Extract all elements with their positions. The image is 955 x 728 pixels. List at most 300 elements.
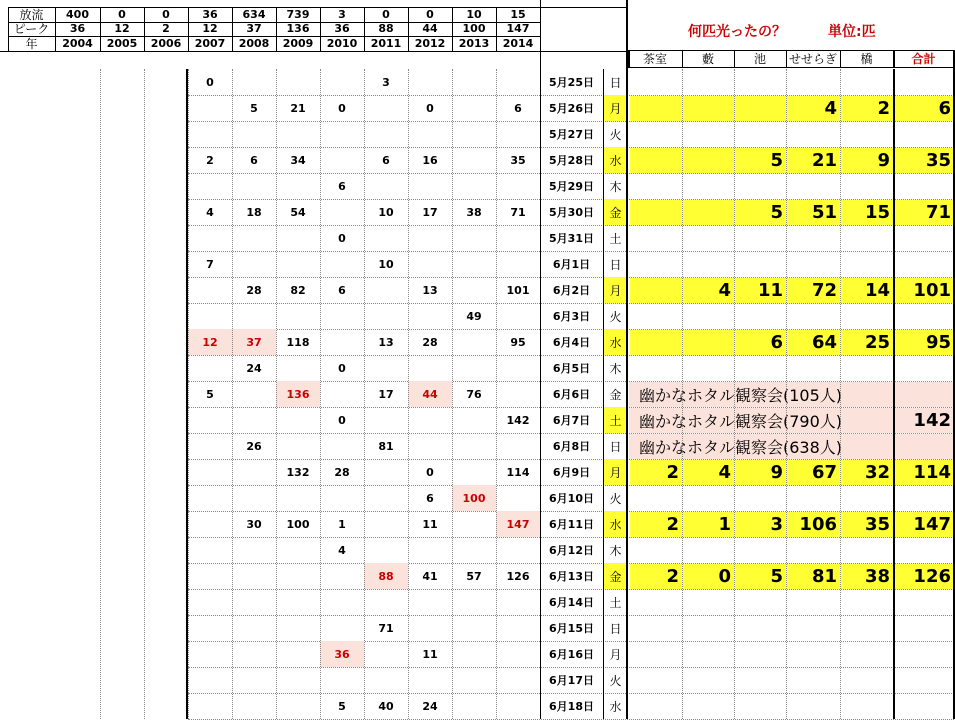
location-count-cell: 2 (630, 460, 682, 485)
date-cell: 6月13日 (549, 570, 594, 583)
year-value-cell (452, 511, 496, 537)
peak-row-value: 12 (114, 22, 130, 36)
date-cell: 6月15日 (549, 622, 594, 635)
location-count-cell (683, 304, 734, 329)
year-value-cell (188, 95, 232, 121)
year-value-cell (452, 667, 496, 693)
year-value-cell (144, 147, 188, 173)
year-value-cell (188, 355, 232, 381)
observation-event-note: 幽かなホタル観察会(638人) (629, 434, 893, 459)
weekday-cell: 日 (609, 621, 622, 636)
header-col-rule (100, 7, 101, 51)
year-value-cell (364, 173, 408, 199)
year-value-cell: 28 (246, 283, 262, 297)
year-value-cell (232, 615, 276, 641)
total-count-cell (894, 486, 954, 511)
location-count-cell (787, 668, 840, 693)
year-value-cell (276, 641, 320, 667)
location-count-cell: 0 (683, 564, 734, 589)
year-value-cell: 100 (452, 485, 496, 511)
year-value-cell (144, 641, 188, 667)
location-count-cell (735, 486, 786, 511)
year-value-cell: 13 (422, 283, 438, 297)
year-value-cell (55, 225, 100, 251)
year-value-cell (55, 511, 100, 537)
total-count-cell: 95 (894, 330, 954, 355)
year-value-cell (496, 121, 540, 147)
year-value-cell (452, 355, 496, 381)
total-count-cell: 35 (894, 148, 954, 173)
year-value-cell (496, 537, 540, 563)
weekday-cell: 火 (609, 673, 622, 688)
year-value-cell: 6 (426, 491, 434, 505)
weekday-cell: 金 (603, 563, 628, 589)
year-value-cell: 7 (206, 257, 214, 271)
year-value-cell (100, 303, 144, 329)
year-value-cell: 6 (338, 283, 346, 297)
total-count-cell (894, 174, 954, 199)
year-value-cell (408, 537, 452, 563)
year-value-cell (100, 95, 144, 121)
header-rule (8, 36, 540, 37)
year-value-cell (100, 407, 144, 433)
year-value-cell (452, 329, 496, 355)
year-value-cell: 28 (422, 335, 438, 349)
year-value-cell (55, 251, 100, 277)
year-value-cell (496, 641, 540, 667)
year-value-cell (55, 173, 100, 199)
column-divider (786, 69, 787, 719)
location-count-cell (630, 122, 682, 147)
location-count-cell (841, 70, 893, 95)
location-count-cell (787, 642, 840, 667)
year-value-cell (364, 667, 408, 693)
year-value-cell: 71 (378, 621, 394, 635)
year-value-cell (496, 589, 540, 615)
year-value-cell (100, 121, 144, 147)
year-value-cell (364, 459, 408, 485)
year-value-cell (188, 615, 232, 641)
weekday-cell: 月 (603, 95, 628, 121)
year-value-cell (276, 355, 320, 381)
location-count-cell (630, 96, 682, 121)
year-value-cell (452, 147, 496, 173)
year-value-cell (408, 355, 452, 381)
year-value-cell (364, 485, 408, 511)
location-count-cell (841, 252, 893, 277)
location-count-cell (841, 668, 893, 693)
year-value-cell (188, 173, 232, 199)
year-value-cell (144, 693, 188, 719)
location-header: 池 (753, 52, 766, 66)
header-col-rule (452, 7, 453, 51)
year-value-cell (276, 173, 320, 199)
year-value-cell (364, 303, 408, 329)
location-count-cell: 32 (841, 460, 893, 485)
year-value-cell (100, 589, 144, 615)
year-value-cell (364, 537, 408, 563)
year-value-cell (144, 251, 188, 277)
year-value-cell (188, 433, 232, 459)
column-divider (364, 69, 365, 719)
header-col-rule (55, 7, 56, 51)
release-row-value: 634 (242, 7, 266, 21)
header-col-rule (232, 7, 233, 51)
location-count-cell: 21 (787, 148, 840, 173)
column-divider (734, 69, 735, 719)
peak-row-value: 36 (334, 22, 350, 36)
location-count-cell (683, 226, 734, 251)
year-value-cell (55, 303, 100, 329)
year-value-cell (100, 667, 144, 693)
column-divider (452, 69, 453, 719)
date-cell: 6月10日 (549, 492, 594, 505)
total-count-cell: 101 (894, 278, 954, 303)
total-count-cell (895, 382, 954, 407)
column-divider (232, 69, 233, 719)
total-count-cell: 6 (894, 96, 954, 121)
weekday-cell: 木 (609, 361, 622, 376)
weekday-cell: 金 (603, 199, 628, 225)
year-value-cell (188, 277, 232, 303)
year-value-cell (144, 485, 188, 511)
location-count-cell (787, 70, 840, 95)
year-value-cell (496, 693, 540, 719)
date-cell: 5月25日 (549, 76, 594, 89)
date-cell: 6月17日 (549, 674, 594, 687)
release-row-value: 36 (202, 7, 218, 21)
year-value-cell: 132 (286, 465, 310, 479)
location-count-cell (735, 96, 786, 121)
location-count-cell (735, 252, 786, 277)
peak-row-value: 44 (422, 22, 438, 36)
year-value-cell (452, 173, 496, 199)
year-value-cell (144, 121, 188, 147)
peak-row-value: 147 (506, 22, 530, 36)
year-value-cell: 0 (338, 231, 346, 245)
location-count-cell (683, 330, 734, 355)
observation-event-note: 幽かなホタル観察会(790人) (629, 408, 893, 433)
year-value-cell (320, 485, 364, 511)
year-value-cell (276, 537, 320, 563)
location-count-cell (683, 96, 734, 121)
year-value-cell (276, 251, 320, 277)
release-row-value: 739 (286, 7, 310, 21)
year-value-cell (408, 407, 452, 433)
year-value-cell (232, 667, 276, 693)
year-value-cell: 6 (338, 179, 346, 193)
year-value-cell: 18 (246, 205, 262, 219)
year-value-cell: 0 (338, 361, 346, 375)
location-col-rule (734, 50, 735, 67)
year-value-cell (55, 407, 100, 433)
year-value-cell (408, 225, 452, 251)
total-count-cell (894, 694, 954, 719)
year-value-cell (100, 433, 144, 459)
year-value-cell (276, 485, 320, 511)
year-value-cell (276, 303, 320, 329)
year-value-cell (100, 225, 144, 251)
year-value-cell: 30 (246, 517, 262, 531)
year-row-value: 2007 (194, 36, 226, 50)
total-count-cell (894, 616, 954, 641)
year-value-cell (452, 693, 496, 719)
year-value-cell (100, 615, 144, 641)
year-value-cell: 36 (320, 641, 364, 667)
header-col-rule (276, 7, 277, 51)
year-value-cell (144, 667, 188, 693)
year-value-cell: 44 (408, 381, 452, 407)
total-count-cell (894, 70, 954, 95)
weekday-cell: 月 (609, 647, 622, 662)
year-value-cell (55, 537, 100, 563)
year-value-cell (232, 69, 276, 95)
column-divider (100, 69, 101, 719)
year-value-cell: 81 (378, 439, 394, 453)
location-count-cell (787, 122, 840, 147)
location-count-cell: 25 (841, 330, 893, 355)
location-count-cell (787, 356, 840, 381)
header-col-rule (364, 7, 365, 51)
header-col-rule (8, 7, 9, 51)
year-value-cell (100, 147, 144, 173)
year-value-cell (100, 355, 144, 381)
location-count-cell (841, 642, 893, 667)
year-value-cell (320, 303, 364, 329)
location-count-cell (787, 304, 840, 329)
year-value-cell (144, 615, 188, 641)
location-count-cell (787, 538, 840, 563)
location-count-cell (630, 356, 682, 381)
location-count-cell (841, 616, 893, 641)
year-value-cell (232, 225, 276, 251)
year-value-cell (55, 615, 100, 641)
location-header: 茶室 (642, 52, 667, 66)
total-count-cell (894, 252, 954, 277)
location-count-cell: 67 (787, 460, 840, 485)
weekday-cell: 水 (609, 699, 622, 714)
location-count-cell (630, 642, 682, 667)
location-count-cell (735, 226, 786, 251)
weekday-cell: 水 (603, 511, 628, 537)
column-divider (320, 69, 321, 719)
release-row-value: 0 (162, 7, 170, 21)
year-value-cell: 3 (382, 75, 390, 89)
year-value-cell (276, 69, 320, 95)
year-row-value: 2011 (370, 36, 402, 50)
total-count-cell (894, 668, 954, 693)
year-value-cell: 17 (422, 205, 438, 219)
year-value-cell (364, 277, 408, 303)
location-count-cell: 3 (735, 512, 786, 537)
year-row-value: 2014 (502, 36, 534, 50)
year-value-cell (452, 407, 496, 433)
year-value-cell (408, 433, 452, 459)
location-col-rule (840, 50, 841, 67)
location-count-cell (683, 148, 734, 173)
year-value-cell (232, 459, 276, 485)
year-value-cell (55, 329, 100, 355)
total-count-cell (894, 642, 954, 667)
location-count-cell (630, 486, 682, 511)
year-value-cell: 10 (378, 205, 394, 219)
year-value-cell (144, 69, 188, 95)
total-count-cell: 114 (894, 460, 954, 485)
year-value-cell: 6 (250, 153, 258, 167)
location-count-cell (630, 278, 682, 303)
location-header-top (628, 50, 954, 51)
location-count-cell (630, 616, 682, 641)
location-count-cell (683, 616, 734, 641)
year-value-cell (276, 589, 320, 615)
year-value-cell (496, 485, 540, 511)
year-row-value: 2010 (326, 36, 358, 50)
year-value-cell (320, 147, 364, 173)
year-value-cell: 76 (466, 387, 482, 401)
release-row-value: 0 (382, 7, 390, 21)
year-value-cell (55, 589, 100, 615)
year-value-cell (452, 433, 496, 459)
weekday-cell: 月 (603, 277, 628, 303)
total-count-cell: 71 (894, 200, 954, 225)
location-header: 橋 (860, 52, 873, 66)
year-value-cell (188, 589, 232, 615)
year-value-cell (55, 277, 100, 303)
year-value-cell (188, 225, 232, 251)
year-value-cell: 136 (276, 381, 320, 407)
release-row-value: 10 (466, 7, 482, 21)
year-value-cell (276, 407, 320, 433)
year-value-cell (55, 667, 100, 693)
year-value-cell: 4 (338, 543, 346, 557)
column-divider (408, 69, 409, 719)
year-value-cell: 24 (422, 699, 438, 713)
year-value-cell (496, 355, 540, 381)
year-value-cell (496, 615, 540, 641)
year-value-cell (452, 459, 496, 485)
year-row-value: 2009 (282, 36, 314, 50)
year-value-cell (100, 511, 144, 537)
year-value-cell (408, 303, 452, 329)
date-cell: 6月16日 (549, 648, 594, 661)
peak-row-value: 136 (286, 22, 310, 36)
year-value-cell: 13 (378, 335, 394, 349)
weekday-cell: 月 (603, 459, 628, 485)
date-cell: 6月6日 (552, 388, 591, 401)
year-value-cell (452, 277, 496, 303)
year-value-cell (452, 121, 496, 147)
year-value-cell (144, 381, 188, 407)
year-value-cell (100, 563, 144, 589)
weekday-cell: 水 (603, 147, 628, 173)
sheet-title: 何匹光ったの？ (688, 24, 786, 40)
year-value-cell (276, 433, 320, 459)
location-count-cell (630, 70, 682, 95)
location-count-cell (787, 174, 840, 199)
total-count-cell: 147 (894, 512, 954, 537)
date-cell: 6月2日 (552, 284, 591, 297)
year-value-cell: 11 (422, 647, 438, 661)
year-value-cell (55, 381, 100, 407)
weekday-cell: 土 (609, 595, 622, 610)
weekday-cell: 木 (609, 543, 622, 558)
year-value-cell (452, 615, 496, 641)
year-value-cell (144, 459, 188, 485)
location-count-cell (683, 694, 734, 719)
year-row-value: 2012 (414, 36, 446, 50)
year-value-cell (232, 485, 276, 511)
year-value-cell (496, 381, 540, 407)
location-header: 合計 (911, 52, 936, 66)
location-count-cell (630, 226, 682, 251)
year-row-value: 2006 (150, 36, 182, 50)
year-value-cell (364, 355, 408, 381)
year-value-cell: 57 (466, 569, 482, 583)
year-value-cell (144, 95, 188, 121)
release-row-value: 400 (66, 7, 89, 21)
location-count-cell (841, 122, 893, 147)
year-value-cell (276, 615, 320, 641)
header-rule (8, 22, 540, 23)
year-value-cell (408, 667, 452, 693)
year-value-cell (188, 121, 232, 147)
year-value-cell (452, 225, 496, 251)
weekday-cell: 土 (603, 407, 628, 433)
location-count-cell (630, 538, 682, 563)
year-value-cell (188, 641, 232, 667)
year-value-cell: 10 (378, 257, 394, 271)
location-count-cell (630, 200, 682, 225)
location-count-cell: 6 (735, 330, 786, 355)
total-col-rule (893, 69, 895, 719)
year-value-cell: 21 (290, 101, 306, 115)
location-count-cell (683, 486, 734, 511)
year-value-cell (100, 251, 144, 277)
year-value-cell: 26 (246, 439, 262, 453)
year-value-cell (232, 407, 276, 433)
location-count-cell (841, 694, 893, 719)
year-value-cell (55, 199, 100, 225)
date-cell: 6月18日 (549, 700, 594, 713)
year-value-cell (232, 121, 276, 147)
location-count-cell: 64 (787, 330, 840, 355)
year-value-cell (100, 277, 144, 303)
year-value-cell (496, 69, 540, 95)
location-count-cell (683, 252, 734, 277)
location-count-cell (683, 200, 734, 225)
year-row-value: 2013 (458, 36, 490, 50)
location-count-cell (683, 668, 734, 693)
location-count-cell (683, 538, 734, 563)
location-count-cell (630, 668, 682, 693)
location-count-cell (787, 590, 840, 615)
year-value-cell (55, 355, 100, 381)
year-value-cell (408, 589, 452, 615)
year-value-cell (452, 537, 496, 563)
year-value-cell (100, 69, 144, 95)
year-value-cell: 0 (338, 413, 346, 427)
year-value-cell: 101 (506, 283, 530, 297)
year-value-cell (320, 667, 364, 693)
year-value-cell (144, 589, 188, 615)
location-count-cell: 15 (841, 200, 893, 225)
year-value-cell (320, 563, 364, 589)
location-count-cell: 9 (841, 148, 893, 173)
year-value-cell (100, 459, 144, 485)
peak-row-value: 12 (202, 22, 218, 36)
year-value-cell: 5 (250, 101, 258, 115)
total-count-cell (894, 356, 954, 381)
